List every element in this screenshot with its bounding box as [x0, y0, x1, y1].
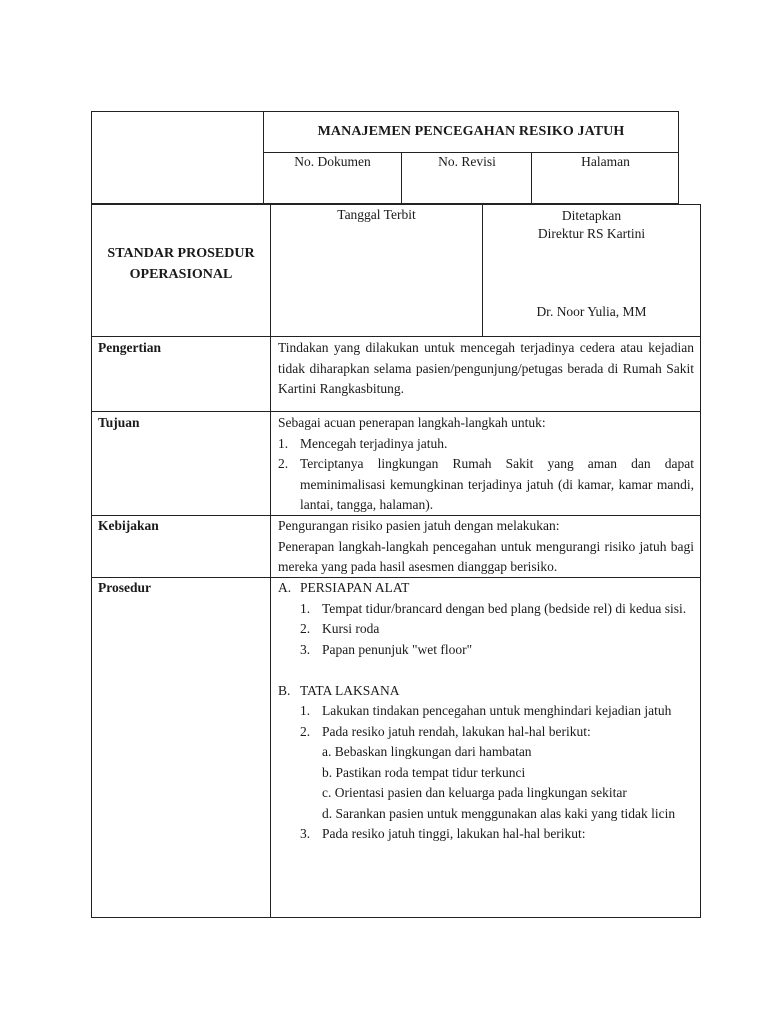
list-item — [278, 434, 694, 455]
no-revisi-label: No. Revisi — [403, 153, 532, 203]
list-text: Kursi roda — [322, 621, 380, 636]
sop-heading — [92, 243, 270, 285]
list-number: 3. — [300, 826, 311, 841]
signatory-name: Dr. Noor Yulia, MM — [536, 304, 647, 319]
kebijakan-label: Kebijakan — [98, 518, 159, 533]
direktur-label: Direktur RS Kartini — [537, 226, 646, 241]
no-dokumen-label: No. Dokumen — [264, 153, 402, 203]
pengertian-label: Pengertian — [98, 340, 161, 355]
tanggal-terbit-label: Tanggal Terbit — [337, 207, 416, 222]
sop-heading-line2: OPERASIONAL — [129, 267, 233, 282]
sop-heading-line1: STANDAR PROSEDUR — [107, 246, 255, 261]
logo-cell — [92, 112, 264, 203]
list-text: Lakukan tindakan pencegahan untuk menghindari kejadian jatuh — [322, 703, 672, 718]
sub-list-item: d. Sarankan pasien untuk menggunakan alas kaki yang tidak licin — [322, 805, 676, 821]
section-letter: A. — [278, 580, 292, 595]
section-title: TATA LAKSANA — [300, 682, 400, 698]
prosedur-content — [278, 578, 694, 845]
section-a-heading — [278, 578, 694, 599]
list-item — [278, 722, 694, 743]
prosedur-label: Prosedur — [98, 580, 151, 595]
ditetapkan-label: Ditetapkan — [561, 208, 622, 223]
document-title: MANAJEMEN PENCEGAHAN RESIKO JATUH — [264, 112, 678, 153]
column-divider — [270, 205, 271, 917]
tujuan-label: Tujuan — [98, 415, 140, 430]
section-b-heading — [278, 681, 694, 702]
sub-list-item: c. Orientasi pasien dan keluarga pada lingkungan sekitar — [322, 785, 627, 800]
list-item — [278, 824, 694, 845]
sub-list-item: b. Pastikan roda tempat tidur terkunci — [322, 764, 526, 780]
tujuan-intro: Sebagai acuan penerapan langkah-langkah untuk: — [278, 415, 546, 430]
sop-table — [91, 204, 701, 918]
list-text: Tempat tidur/brancard dengan bed plang (bedside rel) di kedua sisi. — [322, 600, 687, 616]
row-divider — [92, 336, 700, 337]
spacer — [278, 660, 694, 681]
list-text: Pada resiko jatuh rendah, lakukan hal-hal berikut: — [322, 723, 591, 739]
kebijakan-line1: Pengurangan risiko pasien jatuh dengan melakukan: — [278, 518, 560, 533]
list-item — [278, 599, 694, 620]
halaman-label: Halaman — [581, 154, 630, 169]
document-header — [91, 111, 679, 204]
list-text: Mencegah terjadinya jatuh. — [300, 435, 448, 451]
row-divider — [92, 411, 700, 412]
list-number: 2. — [278, 456, 289, 471]
list-number: 2. — [300, 723, 311, 739]
kebijakan-line2: Penerapan langkah-langkah pencegahan untuk mengurangi risiko jatuh bagi mereka yang pada hasil asesmen dianggap berisiko. — [278, 538, 694, 574]
ditetapkan-block — [483, 207, 700, 243]
list-text: Terciptanya lingkungan Rumah Sakit yang aman dan dapat meminimalisasi kemungkinan terjadinya jatuh (di kamar, kamar mandi, lantai, tangga, halaman). — [300, 456, 694, 512]
list-number: 1. — [300, 600, 311, 616]
list-item — [278, 454, 694, 516]
list-number: 2. — [300, 621, 311, 636]
list-text: Papan penunjuk "wet floor" — [322, 641, 473, 657]
section-letter: B. — [278, 682, 291, 698]
list-number: 1. — [278, 435, 289, 451]
list-item — [278, 640, 694, 661]
list-item — [278, 619, 694, 640]
section-title: PERSIAPAN ALAT — [300, 580, 410, 595]
list-text: Pada resiko jatuh tinggi, lakukan hal-hal berikut: — [322, 826, 586, 841]
list-number: 3. — [300, 641, 311, 657]
tujuan-content — [278, 413, 694, 516]
list-number: 1. — [300, 703, 311, 718]
sub-list-item: a. Bebaskan lingkungan dari hambatan — [322, 744, 532, 759]
kebijakan-content — [278, 516, 694, 578]
pengertian-text: Tindakan yang dilakukan untuk mencegah terjadinya cedera atau kejadian tidak diharapkan selama pasien/pengunjung/petugas berada di Rumah Sakit Kartini Rangkasbitung. — [278, 340, 694, 396]
list-item — [278, 701, 694, 722]
